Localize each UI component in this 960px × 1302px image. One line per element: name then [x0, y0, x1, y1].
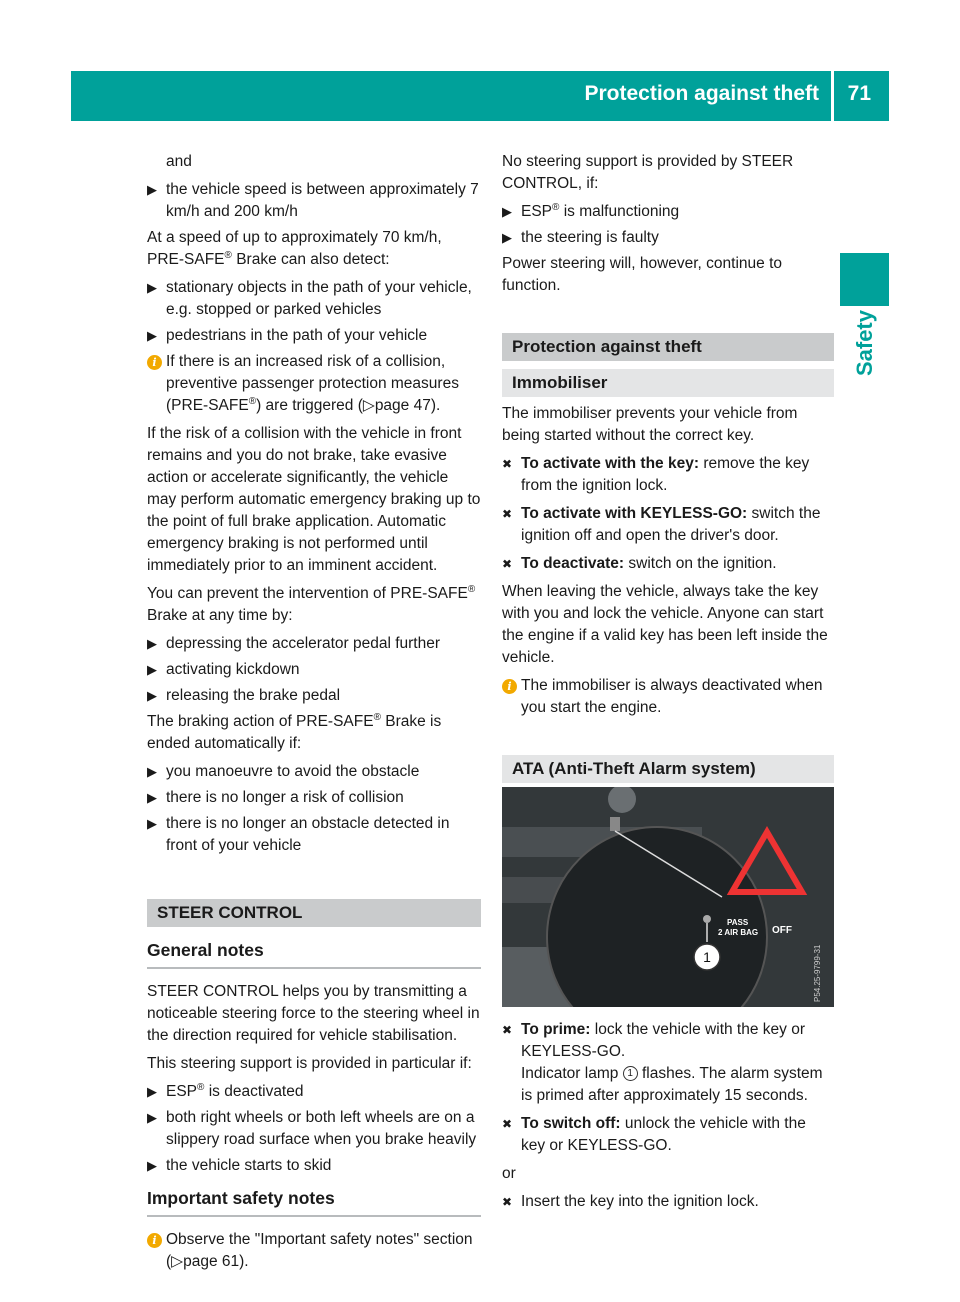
paragraph: When leaving the vehicle, always take the key with you and lock the vehicle. Anyone can start the engine if a valid key has been left inside the vehicle.	[502, 583, 828, 666]
bullet-icon: ▶	[502, 230, 512, 245]
subheading-important-safety-notes: Important safety notes	[147, 1183, 481, 1217]
paragraph: You can prevent the intervention of PRE-SAFE® Brake at any time by:	[147, 583, 476, 624]
callout-number: 1	[703, 949, 711, 965]
paragraph: No steering support is provided by STEER CONTROL, if:	[502, 153, 794, 192]
list-item: ▶ the vehicle starts to skid	[147, 1155, 481, 1177]
bullet-icon: ▶	[147, 816, 157, 831]
list-item: ▶ both right wheels or both left wheels are on a slippery road surface when you brake heavily	[147, 1109, 477, 1148]
paragraph: The braking action of PRE-SAFE® Brake is ended automatically if:	[147, 711, 442, 752]
list-item: ▶ pedestrians in the path of your vehicle	[147, 325, 481, 347]
instruction-step: ✖ To prime: lock the vehicle with the key or KEYLESS-GO. Indicator lamp 1 flashes. The alarm system is primed after approximately 15 seconds.	[502, 1021, 823, 1104]
bullet-icon: ▶	[147, 182, 157, 197]
info-note: i If there is an increased risk of a collision, preventive passenger protection measures (PRE-SAFE®) are triggered (▷page 47).	[147, 351, 481, 417]
page-link[interactable]: page 61).	[183, 1253, 249, 1270]
console-illustration	[502, 787, 834, 1007]
subsection-heading-immobiliser: Immobiliser	[502, 369, 834, 397]
instruction-step: ✖ To switch off: unlock the vehicle with the key or KEYLESS-GO.	[502, 1115, 806, 1154]
list-item: ▶ there is no longer a risk of collision	[147, 787, 481, 809]
step-arrow-icon: ✖	[502, 1117, 513, 1131]
image-code: P54.25-9799-31	[813, 944, 822, 1002]
info-icon: i	[147, 355, 162, 370]
info-icon: i	[502, 679, 517, 694]
bullet-icon: ▶	[147, 662, 157, 677]
side-label-text: Safety	[852, 310, 877, 377]
bullet-icon: ▶	[147, 1158, 157, 1173]
page-number: 71	[847, 82, 871, 105]
list-item: ▶ depressing the accelerator pedal further	[147, 633, 481, 655]
paragraph: The immobiliser prevents your vehicle from being started without the correct key.	[502, 405, 798, 444]
list-item: ▶ there is no longer an obstacle detected in front of your vehicle	[147, 815, 450, 854]
step-arrow-icon: ✖	[502, 507, 513, 521]
off-label: OFF	[772, 925, 792, 936]
header-title: Protection against theft	[584, 82, 819, 105]
right-column	[502, 151, 834, 1219]
instruction-step: ✖ Insert the key into the ignition lock.	[502, 1191, 834, 1213]
bullet-icon: ▶	[502, 204, 512, 219]
info-icon: i	[147, 1233, 162, 1248]
paragraph: This steering support is provided in particular if:	[147, 1055, 472, 1072]
list-item: ▶ the vehicle speed is between approximately 7 km/h and 200 km/h	[147, 181, 479, 220]
bullet-icon: ▶	[147, 328, 157, 343]
list-item: ▶ the steering is faulty	[502, 227, 834, 249]
bullet-icon: ▶	[147, 636, 157, 651]
header-separator	[831, 71, 834, 121]
step-arrow-icon: ✖	[502, 1023, 513, 1037]
page-header	[71, 71, 889, 121]
bullet-icon: ▶	[147, 1084, 157, 1099]
list-item: ▶ activating kickdown	[147, 659, 481, 681]
paragraph: Power steering will, however, continue to function.	[502, 255, 783, 294]
paragraph: If the risk of a collision with the vehicle in front remains and you do not brake, take evasive action or accelerate significantly, the vehicle may perform automatic emergency braking up to the point of full brake application. Automatic emergency braking is not performed until immediately prior to an imminent accident.	[147, 425, 481, 574]
list-item: ▶ you manoeuvre to avoid the obstacle	[147, 761, 481, 783]
callout-1-icon: 1	[623, 1066, 638, 1081]
list-item: ▶ releasing the brake pedal	[147, 685, 481, 707]
section-heading-ata: ATA (Anti-Theft Alarm system)	[502, 755, 834, 783]
page-link[interactable]: page 47).	[374, 397, 441, 414]
page-ref-arrow-icon: ▷	[171, 1253, 184, 1270]
ata-console-photo	[502, 787, 834, 1007]
page-ref-arrow-icon: ▷	[362, 397, 375, 414]
paragraph-or: or	[502, 1165, 516, 1182]
bullet-icon: ▶	[147, 280, 157, 295]
list-item: ▶ ESP® is deactivated	[147, 1081, 481, 1103]
info-note: i The immobiliser is always deactivated when you start the engine.	[502, 675, 834, 719]
list-item: ▶ ESP® is malfunctioning	[502, 201, 834, 223]
step-arrow-icon: ✖	[502, 1195, 513, 1209]
left-column	[147, 151, 481, 1279]
section-heading-steer-control: STEER CONTROL	[147, 899, 481, 927]
instruction-step: ✖ To activate with the key: remove the key from the ignition lock.	[502, 455, 810, 494]
instruction-step: ✖ To deactivate: switch on the ignition.	[502, 553, 834, 575]
info-note: i Observe the "Important safety notes" section (▷page 61).	[147, 1229, 481, 1273]
bullet-icon: ▶	[147, 1110, 157, 1125]
subheading-general-notes: General notes	[147, 935, 481, 969]
bullet-icon: ▶	[147, 688, 157, 703]
step-arrow-icon: ✖	[502, 457, 513, 471]
step-arrow-icon: ✖	[502, 557, 513, 571]
pass-label: PASS	[727, 918, 749, 927]
bullet-icon: ▶	[147, 790, 157, 805]
bullet-icon: ▶	[147, 764, 157, 779]
section-heading-protection: Protection against theft	[502, 333, 834, 361]
section-side-label	[840, 310, 889, 405]
paragraph: At a speed of up to approximately 70 km/h, PRE-SAFE® Brake can also detect:	[147, 229, 442, 268]
airbag-label: 2 AIR BAG	[718, 928, 759, 937]
list-item: ▶ stationary objects in the path of your vehicle, e.g. stopped or parked vehicles	[147, 279, 472, 318]
intro-continuation: and	[166, 153, 192, 170]
section-tab	[840, 253, 889, 306]
paragraph: STEER CONTROL helps you by transmitting a noticeable steering force to the steering wheel in the direction required for vehicle stabilisation.	[147, 983, 480, 1044]
instruction-step: ✖ To activate with KEYLESS-GO: switch the ignition off and open the driver's door.	[502, 505, 821, 544]
